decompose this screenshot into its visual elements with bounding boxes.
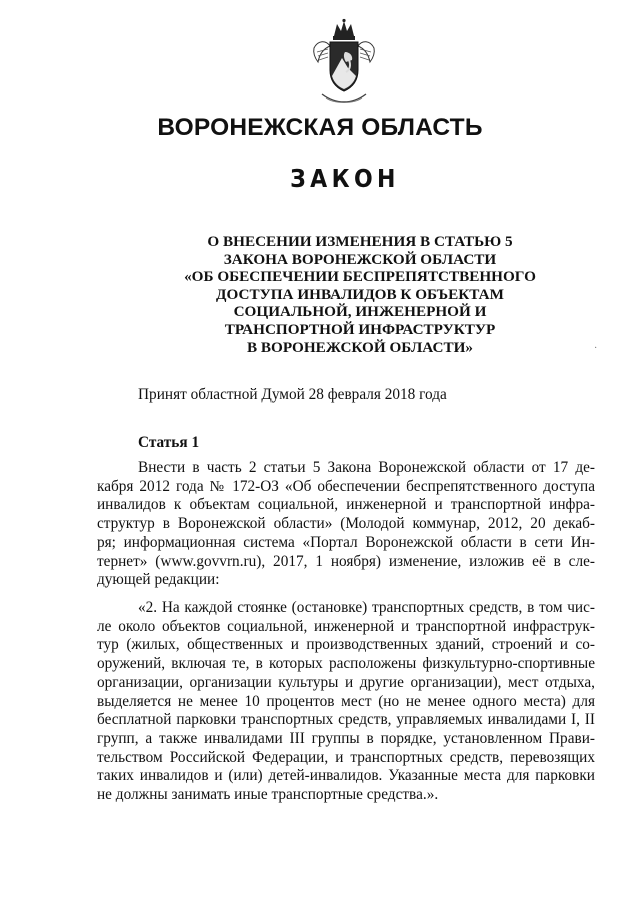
paragraph-line: не должны занимать иные транспортные средства.». — [97, 786, 439, 804]
paragraph-line: ря; информационная система «Портал Воронежской области в сети Ин- — [97, 533, 595, 551]
law-title-line: СОЦИАЛЬНОЙ, ИНЖЕНЕРНОЙ И — [233, 303, 487, 321]
margin-mark: · — [594, 343, 598, 354]
voronezh-coat-of-arms-icon — [308, 18, 380, 112]
law-title-line: О ВНЕСЕНИИ ИЗМЕНЕНИЯ В СТАТЬЮ 5 — [207, 233, 513, 250]
paragraph-line: Внести в часть 2 статьи 5 Закона Воронежской области от 17 де- — [138, 459, 595, 476]
paragraph-line: выделяется не менее 10 процентов мест (но не менее одного места) для — [97, 692, 595, 710]
law-title-line: ДОСТУПА ИНВАЛИДОВ К ОБЪЕКТАМ — [216, 285, 504, 303]
document-type-heading: ЗАКОН — [290, 164, 400, 193]
paragraph-line: инвалидов к объектам социальной, инженерной и транспортной инфра- — [97, 496, 595, 514]
region-heading: ВОРОНЕЖСКАЯ ОБЛАСТЬ — [157, 114, 483, 141]
paragraph-line: тур (жилых, общественных и производственных зданий, строений и со- — [97, 636, 595, 654]
article-intro-paragraph — [97, 459, 595, 590]
law-title-line: В ВОРОНЕЖСКОЙ ОБЛАСТИ» — [247, 338, 473, 356]
paragraph-line: таких инвалидов и (или) детей-инвалидов. Указанные места для парковки — [97, 767, 595, 785]
law-title-line: «ОБ ОБЕСПЕЧЕНИИ БЕСПРЕПЯТСТВЕННОГО — [184, 268, 536, 286]
paragraph-line: бесплатной парковки транспортных средств, управляемых инвалидами I, II — [97, 711, 595, 729]
law-title-line: ТРАНСПОРТНОЙ ИНФРАСТРУКТУР — [224, 320, 496, 338]
paragraph-line: «2. На каждой стоянке (остановке) транспортных средств, в том чис- — [138, 599, 595, 616]
adoption-statement: Принят областной Думой 28 февраля 2018 года — [138, 386, 447, 403]
amendment-quote-paragraph — [97, 599, 595, 805]
paragraph-line: дующей редакции: — [97, 571, 220, 589]
paragraph-line: кабря 2012 года № 172-ОЗ «Об обеспечении беспрепятственного доступа — [97, 477, 595, 495]
paragraph-line: групп, а также инвалидами III группы в порядке, установленном Прави- — [97, 729, 595, 747]
paragraph-line: тернет» (www.govvrn.ru), 2017, 1 ноября) изменение, изложив её в сле- — [97, 552, 595, 570]
paragraph-line: ле около объектов социальной, инженерной и транспортной инфраструк- — [97, 617, 595, 635]
law-title — [130, 233, 590, 356]
paragraph-line: тельством Российской Федерации, и транспортных средств, перевозящих — [97, 748, 595, 766]
paragraph-line: оружений, включая те, в которых расположены физкультурно-спортивные — [97, 655, 595, 673]
article-heading: Статья 1 — [138, 434, 200, 451]
paragraph-line: организации, организации культуры и другие организации), мест отдыха, — [97, 673, 595, 691]
paragraph-line: структур в Воронежской области» (Молодой коммунар, 2012, 20 декаб- — [97, 515, 595, 533]
law-title-line: ЗАКОНА ВОРОНЕЖСКОЙ ОБЛАСТИ — [223, 250, 497, 268]
